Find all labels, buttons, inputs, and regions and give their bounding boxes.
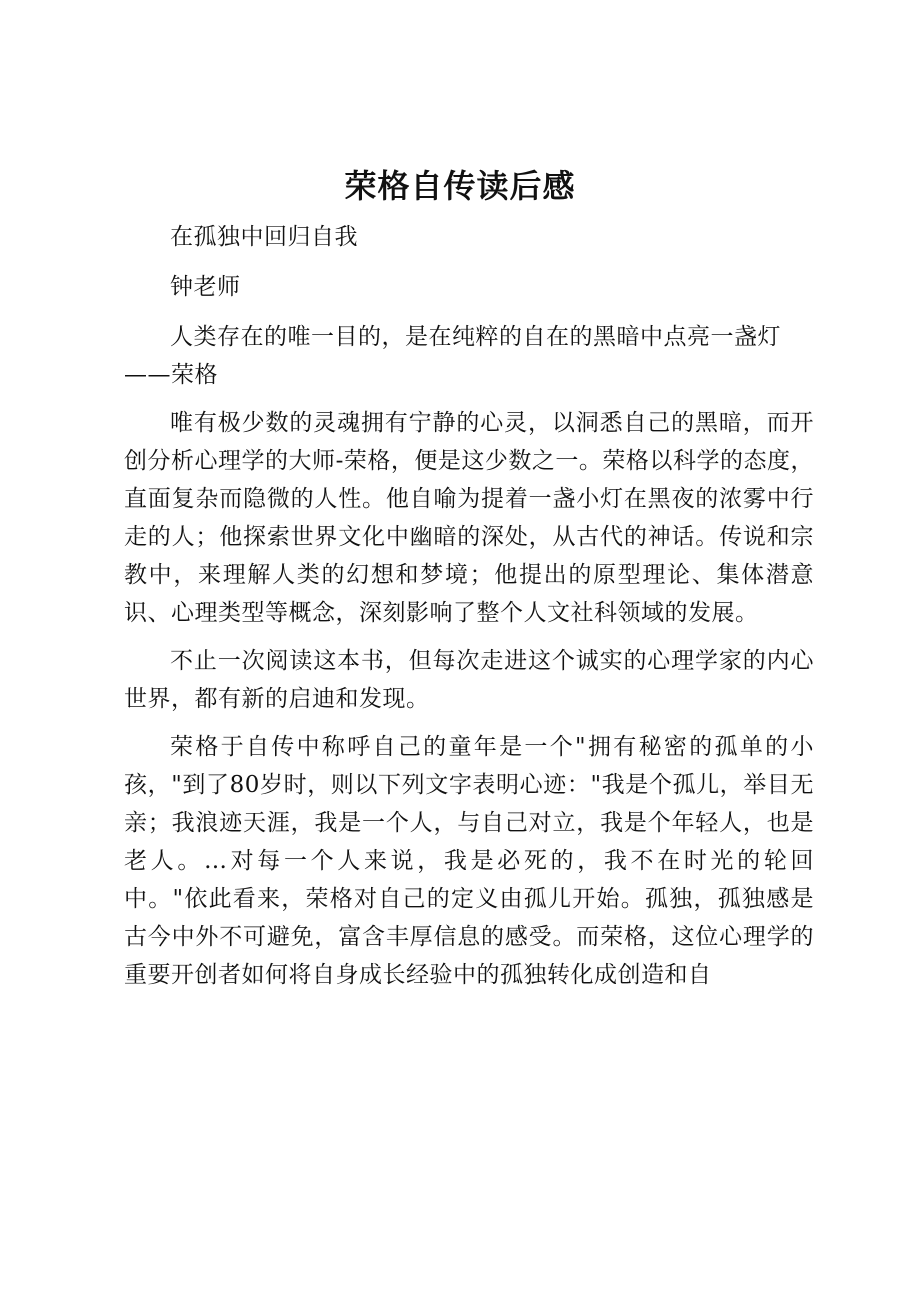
body-paragraph: 唯有极少数的灵魂拥有宁静的心灵，以洞悉自己的黑暗，而开创分析心理学的大师-荣格，便是这少数之一。荣格以科学的态度，直面复杂而隐微的人性。他自喻为提着一盏小灯在黑夜的浓雾中行走的人；他探索世界文化中幽暗的深处，从古代的神话。传说和宗教中，来理解人类的幻想和梦境；他提出的原型理论、集体潜意识、心理类型等概念，深刻影响了整个人文社科领域的发展。 (124, 410, 814, 626)
epigraph-attribution: ——荣格 (124, 362, 218, 388)
body-paragraph: 不止一次阅读这本书，但每次走进这个诚实的心理学家的内心世界，都有新的启迪和发现。 (124, 648, 814, 712)
epigraph-quote: 人类存在的唯一目的，是在纯粹的自在的黑暗中点亮一盏灯 (170, 324, 781, 350)
subtitle: 在孤独中回归自我 (170, 224, 358, 250)
document-title: 荣格自传读后感 (344, 167, 576, 205)
body-paragraph: 荣格于自传中称呼自己的童年是一个"拥有秘密的孤单的小孩，"到了80岁时，则以下列文字表明心迹："我是个孤儿，举目无亲；我浪迹天涯，我是一个人，与自己对立，我是个年轻人，也是老人。…对每一个人来说，我是必死的，我不在时光的轮回中。"依此看来，荣格对自己的定义由孤儿开始。孤独，孤独感是古今中外不可避免，富含丰厚信息的感受。而荣格，这位心理学的重要开创者如何将自身成长经验中的孤独转化成创造和自 (124, 734, 814, 988)
document-body (124, 218, 814, 1004)
epigraph (124, 318, 814, 394)
author-line: 钟老师 (170, 274, 241, 300)
